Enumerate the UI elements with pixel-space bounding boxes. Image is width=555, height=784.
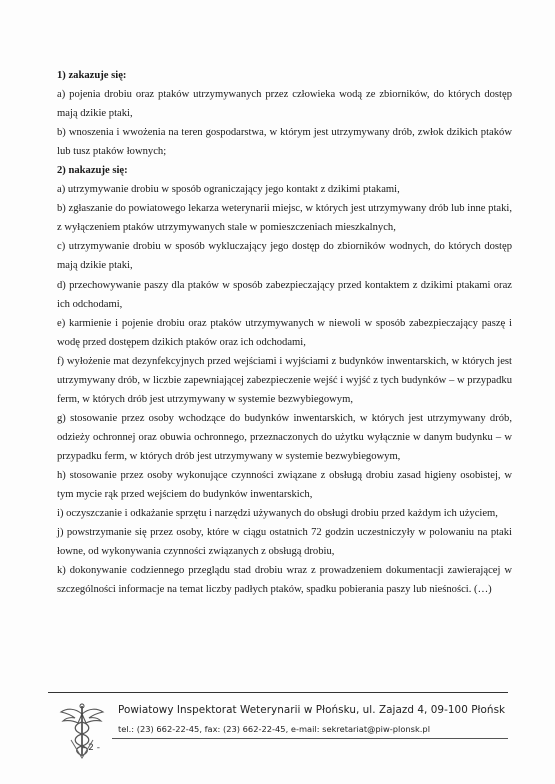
order-item-e: e) karmienie i pojenie drobiu oraz ptaków utrzymywanych w niewoli w sposób zabezpieczający paszę i wodę przed dostępem dzikich ptaków oraz ich odchodami, (57, 317, 512, 348)
order-item-b: b) zgłaszanie do powiatowego lekarza weterynarii miejsc, w których jest utrzymywany drób lub inne ptaki, z wyłączeniem ptaków utrzymywanych stale w pomieszczeniach mieszkalnych, (57, 203, 512, 234)
order-item-a: a) utrzymywanie drobiu w sposób ograniczający jego kontakt z dzikimi ptakami, (57, 184, 400, 196)
order-item-c: c) utrzymywanie drobiu w sposób wykluczający jego dostęp do zbiorników wodnych, do których dostęp mają dzikie ptaki, (57, 241, 512, 272)
footer-divider (48, 692, 508, 693)
page-number: - 2 - (82, 743, 100, 753)
section-heading-orders: 2) nakazuje się: (57, 165, 128, 177)
prohibition-item-a: a) pojenia drobiu oraz ptaków utrzymywanych przez człowieka wodą ze zbiorników, do których dostęp mają dzikie ptaki, (57, 89, 512, 120)
document-body (57, 66, 512, 599)
order-item-j: j) powstrzymanie się przez osoby, które w ciągu ostatnich 72 godzin uczestniczyły w polowaniu na ptaki łowne, od wykonywania czynności związanych z obsługą drobiu, (57, 527, 512, 558)
order-item-d: d) przechowywanie paszy dla ptaków w sposób zabezpieczający przed kontaktem z dzikimi ptakami oraz ich odchodami, (57, 279, 512, 310)
section-heading-prohibitions: 1) zakazuje się: (57, 70, 127, 81)
order-item-i: i) oczyszczanie i odkażanie sprzętu i narzędzi używanych do obsługi drobiu przed każdym ich użyciem, (57, 508, 498, 520)
footer-contact-info: tel.: (23) 662-22-45, fax: (23) 662-22-45, e-mail: sekretariat@piw-plonsk.pl (118, 724, 431, 734)
order-item-k: k) dokonywanie codziennego przeglądu stad drobiu wraz z prowadzeniem dokumentacji zawierającej w szczególności informacje na temat liczby padłych ptaków, spadku pobierania paszy lub nieśności. (…) (57, 565, 512, 596)
order-item-g: g) stosowanie przez osoby wchodzące do budynków inwentarskich, w których jest utrzymywany drób, odzieży ochronnej oraz obuwia ochronnego, przeznaczonych do użytku wyłącznie w danym budynku – w przypadku ferm, w których drób jest utrzymywany w systemie bezwybiegowym, (57, 412, 512, 462)
order-item-h: h) stosowanie przez osoby wykonujące czynności związane z obsługą drobiu zasad higieny osobistej, w tym mycie rąk przed wejściem do budynków inwentarskich, (57, 469, 512, 501)
footer-contact-underline (112, 738, 508, 739)
footer-office-address: Powiatowy Inspektorat Weterynarii w Płońsku, ul. Zajazd 4, 09-100 Płońsk (118, 704, 506, 716)
order-item-f: f) wyłożenie mat dezynfekcyjnych przed wejściami i wyjściami z budynków inwentarskich, w których jest utrzymywany drób, w liczbie zapewniającej zabezpieczenie wejść i wyjść z tych budynków – w przypadku ferm, w których drób jest utrzymywany w systemie bezwybiegowym, (57, 355, 512, 405)
prohibition-item-b: b) wnoszenia i wwożenia na teren gospodarstwa, w którym jest utrzymywany drób, zwłok dzikich ptaków lub tusz ptaków łownych; (57, 127, 512, 158)
